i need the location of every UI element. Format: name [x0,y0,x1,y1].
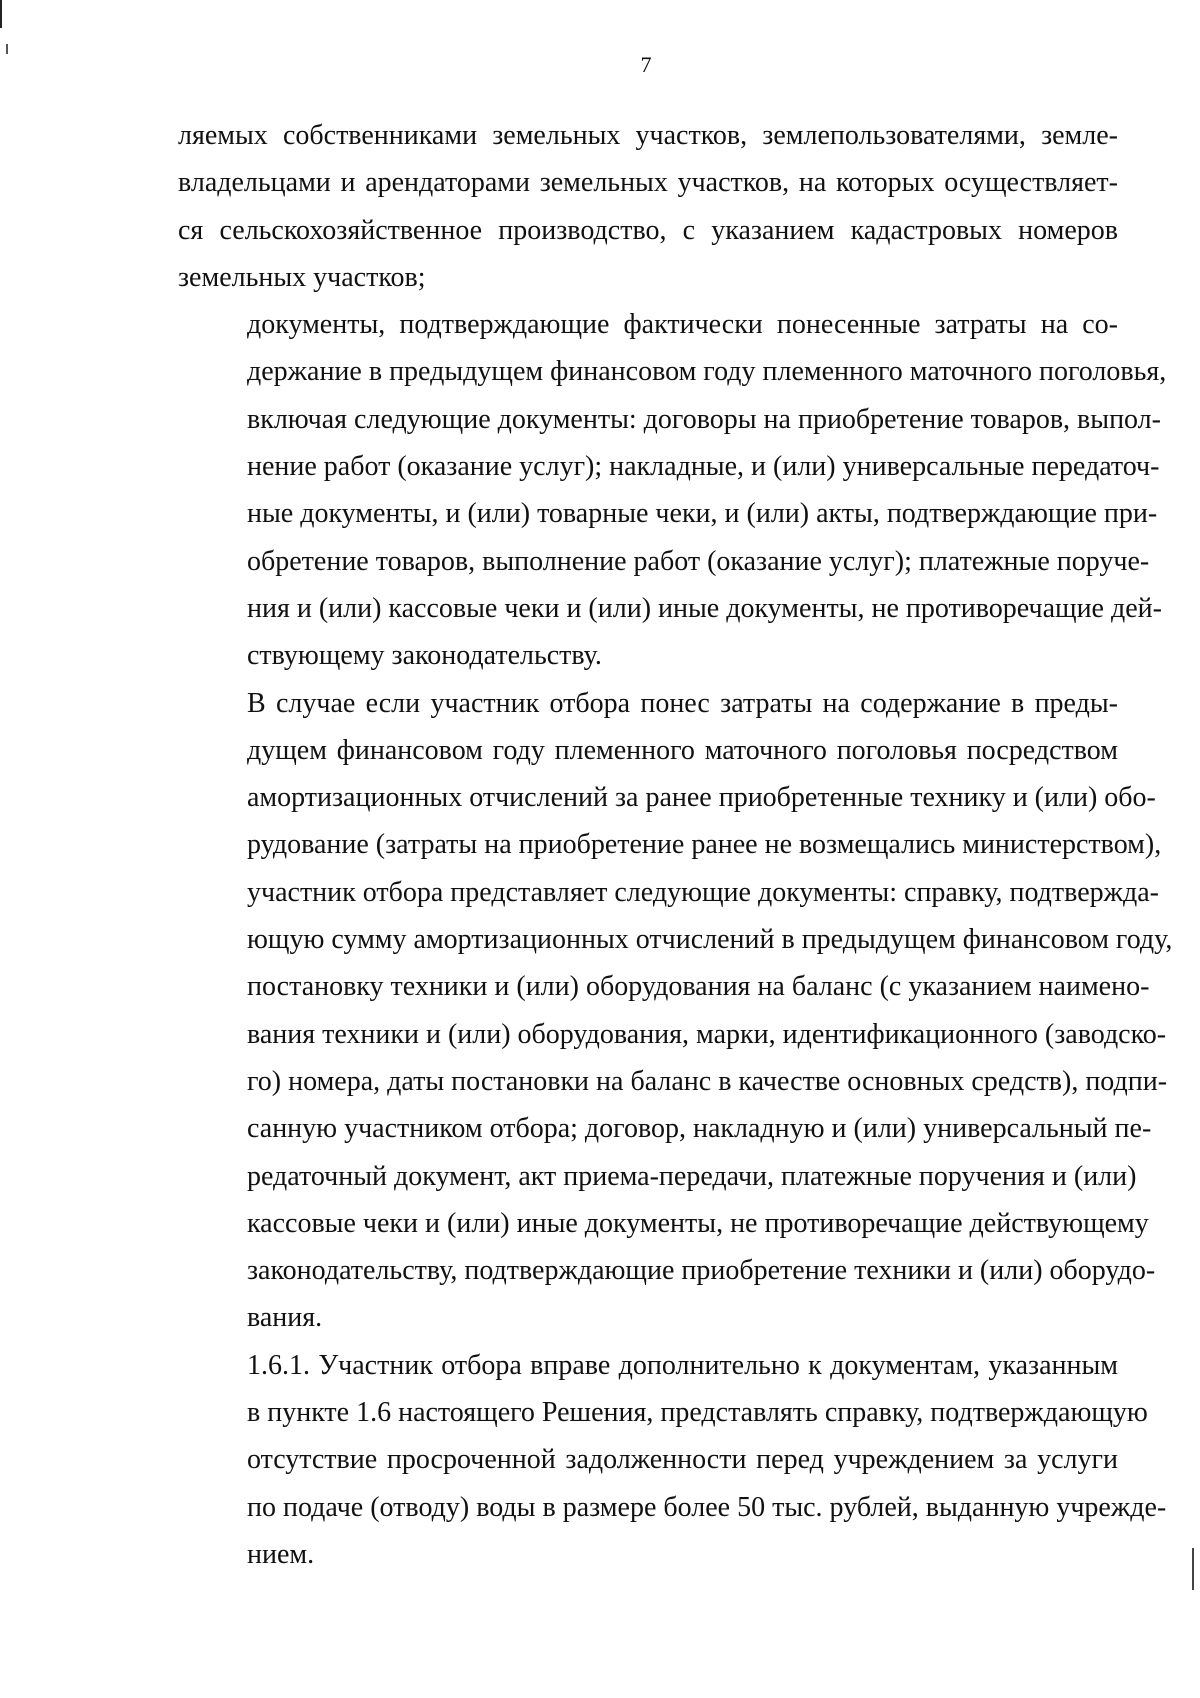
text-line: санную участником отбора; договор, накладную и (или) универсальный пе- [247,1113,1152,1145]
text-line: в пункте 1.6 настоящего Решения, представлять справку, подтверждающую [247,1397,1148,1429]
text-line: по подаче (отводу) воды в размере более 50 тыс. рублей, выданную учрежде- [247,1491,1167,1523]
text-line: постановку техники и (или) оборудования на баланс (с указанием наимено- [247,971,1150,1003]
text-line: земельных участков; [178,261,426,293]
text-line: законодательству, подтверждающие приобретение техники и (или) оборудо- [247,1255,1156,1287]
text-line: документы, подтверждающие фактически понесенные затраты на со- [247,309,1118,341]
text-line: обретение товаров, выполнение работ (оказание услуг); платежные поруче- [247,545,1150,577]
text-line: держание в предыдущем финансовом году племенного маточного поголовья, [247,356,1167,388]
text-line: го) номера, даты постановки на баланс в качестве основных средств), подпи- [247,1065,1168,1097]
document-body [178,112,1173,1578]
text-line: амортизационных отчислений за ранее приобретенные технику и (или) обо- [247,782,1156,814]
scan-artifact [6,44,8,54]
text-line: рудование (затраты на приобретение ранее не возмещались министерством), [247,829,1162,861]
text-line: участник отбора представляет следующие документы: справку, подтвержда- [247,876,1159,908]
text-line: 1.6.1. Участник отбора вправе дополнительно к документам, указанным [247,1349,1118,1381]
text-line: вания техники и (или) оборудования, марки, идентификационного (заводско- [247,1018,1167,1050]
text-line: ся сельскохозяйственное производство, с указанием кадастровых номеров [178,214,1118,246]
text-line: вания. [247,1302,323,1334]
paragraph [178,1342,1167,1578]
text-line: нием. [247,1538,315,1570]
paragraph [178,680,1173,1342]
text-line: ные документы, и (или) товарные чеки, и (или) акты, подтверждающие при- [247,498,1158,530]
scan-artifact [0,0,2,28]
text-line: нение работ (оказание услуг); накладные, и (или) универсальные передаточ- [247,451,1160,483]
text-line: отсутствие просроченной задолженности перед учреждением за услуги [247,1444,1118,1476]
paragraph [178,301,1167,679]
text-line: дущем финансовом году племенного маточного поголовья посредством [247,734,1118,766]
text-line: ствующему законодательству. [247,640,602,672]
text-line: включая следующие документы: договоры на приобретение товаров, выпол- [247,403,1161,435]
text-line: ния и (или) кассовые чеки и (или) иные документы, не противоречащие дей- [247,592,1162,624]
text-line: владельцами и арендаторами земельных участков, на которых осуществляет- [178,167,1118,199]
text-line: ляемых собственниками земельных участков, землепользователями, земле- [178,120,1118,151]
text-line: В случае если участник отбора понес затраты на содержание в преды- [247,687,1118,719]
text-line: редаточный документ, акт приема-передачи, платежные поручения и (или) [247,1160,1137,1192]
paragraph [178,112,1118,301]
text-line: кассовые чеки и (или) иные документы, не противоречащие действующему [247,1207,1149,1239]
text-line: ющую сумму амортизационных отчислений в предыдущем финансовом году, [247,924,1173,956]
page-number: 7 [640,52,652,77]
scan-artifact [1192,1548,1194,1590]
